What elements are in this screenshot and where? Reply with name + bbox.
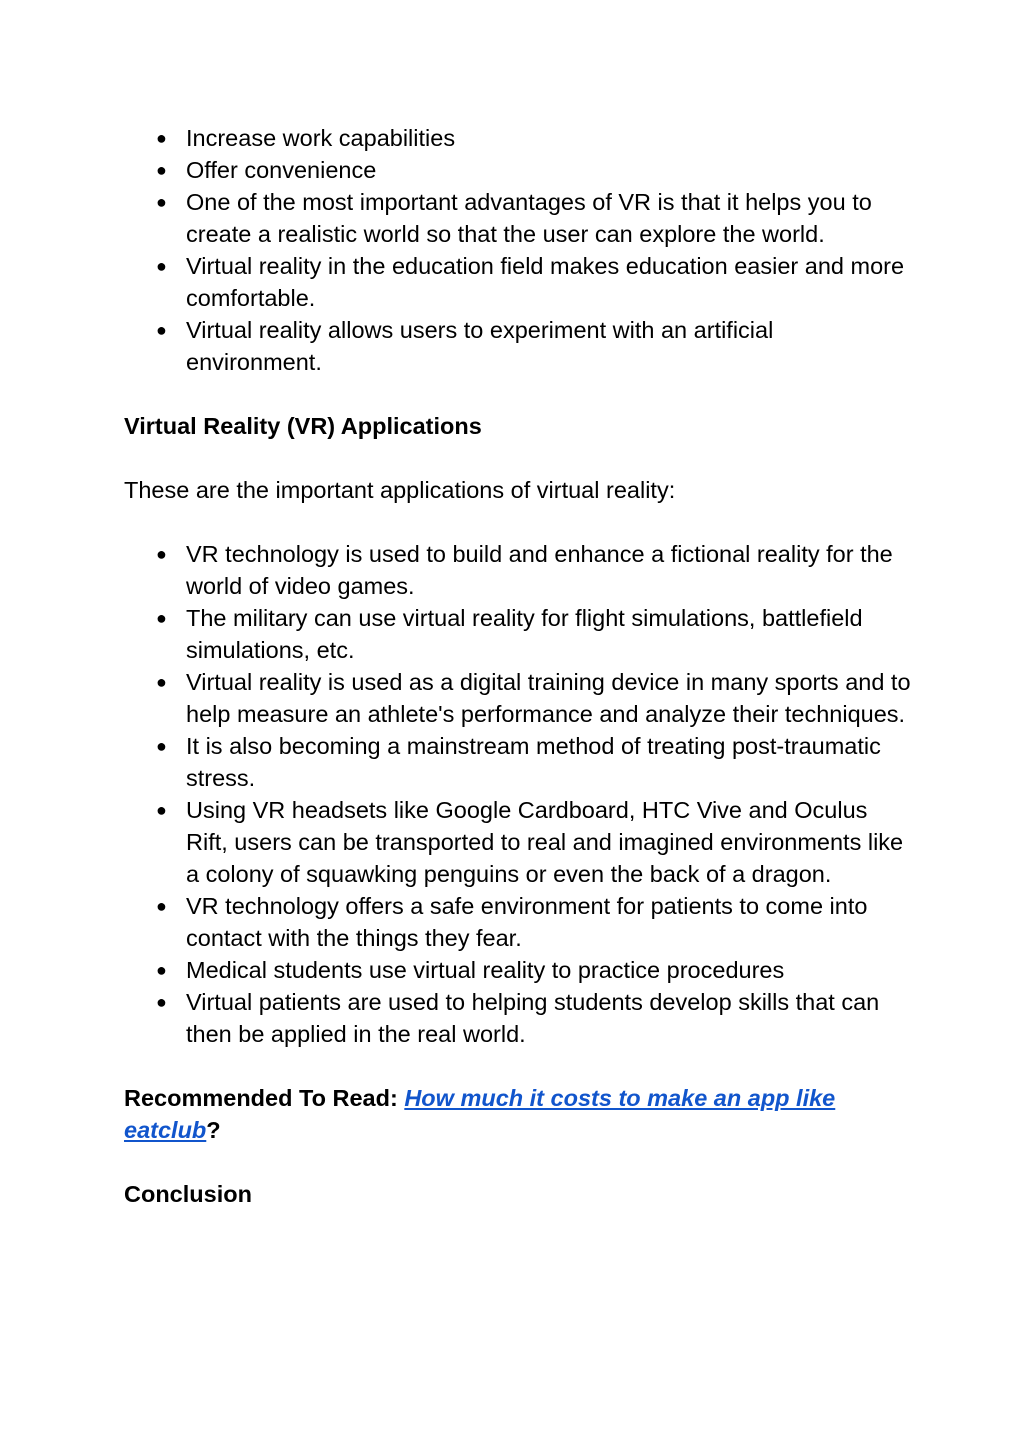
recommended-to-read	[124, 1082, 914, 1146]
applications-list	[124, 538, 914, 1050]
applications-heading: Virtual Reality (VR) Applications	[124, 413, 482, 439]
list-item	[124, 794, 914, 890]
list-item	[124, 730, 914, 794]
bullet-icon: ●	[156, 896, 167, 916]
list-item-text: Offer convenience	[186, 157, 377, 183]
bullet-icon: ●	[156, 256, 167, 276]
bullet-icon: ●	[156, 320, 167, 340]
list-item	[124, 122, 914, 154]
applications-intro: These are the important applications of virtual reality:	[124, 477, 676, 503]
bullet-icon: ●	[156, 544, 167, 564]
document-page	[124, 122, 914, 1210]
list-item	[124, 538, 914, 602]
bullet-icon: ●	[156, 160, 167, 180]
list-item-text: Virtual patients are used to helping students develop skills that can then be applied in the real world.	[186, 989, 880, 1047]
list-item-text: Increase work capabilities	[186, 125, 456, 151]
list-item	[124, 186, 914, 250]
list-item	[124, 250, 914, 314]
list-item	[124, 314, 914, 378]
bullet-icon: ●	[156, 960, 167, 980]
bullet-icon: ●	[156, 736, 167, 756]
list-item-text: It is also becoming a mainstream method of treating post-traumatic stress.	[186, 733, 881, 791]
list-item-text: Virtual reality allows users to experiment with an artificial environment.	[186, 317, 774, 375]
list-item	[124, 954, 914, 986]
list-item-text: VR technology is used to build and enhance a fictional reality for the world of video games.	[186, 541, 893, 599]
bullet-icon: ●	[156, 128, 167, 148]
list-item	[124, 602, 914, 666]
list-item-text: Medical students use virtual reality to practice procedures	[186, 957, 785, 983]
list-item-text: Virtual reality is used as a digital training device in many sports and to help measure an athlete's performance and analyze their techniques.	[186, 669, 911, 727]
list-item-text: Virtual reality in the education field makes education easier and more comfortable.	[186, 253, 905, 311]
bullet-icon: ●	[156, 608, 167, 628]
list-item	[124, 666, 914, 730]
list-item	[124, 890, 914, 954]
recommended-label: Recommended To Read:	[124, 1085, 405, 1111]
recommended-article-link[interactable]: How much it costs to make an app like eatclub	[124, 1085, 836, 1143]
bullet-icon: ●	[156, 672, 167, 692]
list-item-text: The military can use virtual reality for flight simulations, battlefield simulations, etc.	[186, 605, 863, 663]
bullet-icon: ●	[156, 992, 167, 1012]
bullet-icon: ●	[156, 192, 167, 212]
list-item-text: VR technology offers a safe environment for patients to come into contact with the things they fear.	[186, 893, 868, 951]
list-item	[124, 986, 914, 1050]
advantages-list	[124, 122, 914, 378]
list-item-text: Using VR headsets like Google Cardboard, HTC Vive and Oculus Rift, users can be transported to real and imagined environments like a colony of squawking penguins or even the back of a dragon.	[186, 797, 904, 887]
list-item-text: One of the most important advantages of VR is that it helps you to create a realistic world so that the user can explore the world.	[186, 189, 872, 247]
bullet-icon: ●	[156, 800, 167, 820]
recommended-suffix: ?	[206, 1117, 221, 1143]
list-item	[124, 154, 914, 186]
conclusion-heading: Conclusion	[124, 1181, 252, 1207]
